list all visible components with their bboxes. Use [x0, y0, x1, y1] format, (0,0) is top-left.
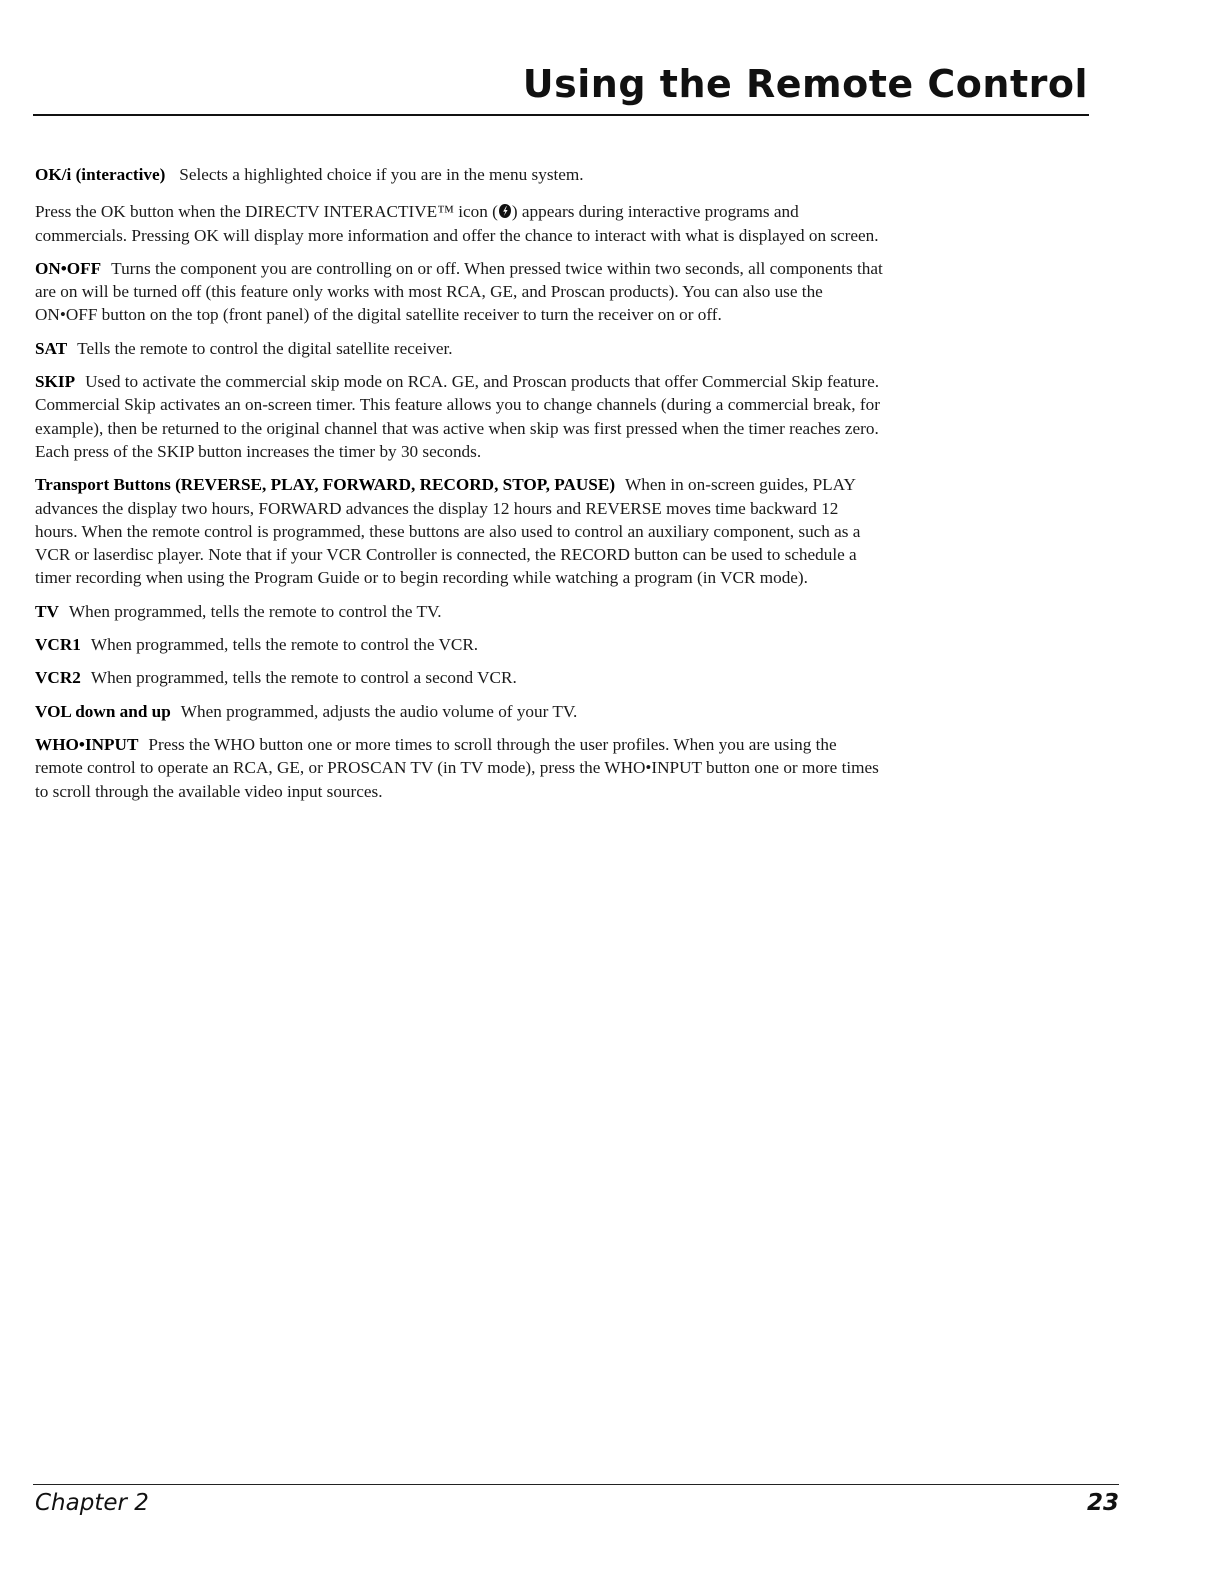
entry-sat — [35, 337, 885, 360]
entry-tv — [35, 600, 885, 623]
header-rule — [33, 114, 1089, 116]
entry-text: When programmed, tells the remote to control the VCR. — [90, 635, 479, 655]
entry-term: VCR1 — [35, 635, 81, 655]
entry-text: When programmed, tells the remote to control the TV. — [68, 601, 442, 621]
entry-term: SKIP — [35, 372, 76, 392]
ok-note — [35, 200, 885, 247]
entry-term: VOL down and up — [35, 701, 171, 721]
footer-rule — [33, 1484, 1119, 1485]
entry-term: OK/i (interactive) — [35, 165, 166, 184]
entry-on-off — [35, 257, 885, 327]
entry-term: SAT — [35, 338, 68, 358]
entry-text: Press the WHO button one or more times to scroll through the user profiles. When you are using the remote control to operate an RCA, GE, or PROSCAN TV (in TV mode), press the WHO•INPUT button one or more times to scroll through the available video input sources. — [35, 734, 879, 801]
entry-text: When in on-screen guides, PLAY advances the display two hours, FORWARD advances the display 12 hours and REVERSE moves time backward 12 hours. When the remote control is programmed, these buttons are also used to control an auxiliary component, such as a VCR or laserdisc player. Note that if your VCR Controller is connected, the RECORD button can be used to schedule a timer recording when using the Program Guide or to begin recording while watching a program (in VCR mode). — [35, 475, 861, 588]
entry-term: Transport Buttons (REVERSE, PLAY, FORWARD, RECORD, STOP, PAUSE) — [35, 475, 616, 495]
directv-interactive-icon — [498, 203, 512, 219]
page-content — [35, 163, 885, 813]
entry-ok-interactive — [35, 163, 885, 186]
entry-text: When programmed, tells the remote to control a second VCR. — [90, 668, 517, 688]
entry-vcr2 — [35, 666, 885, 689]
entry-term: TV — [35, 601, 59, 621]
entry-text: Used to activate the commercial skip mode on RCA. GE, and Proscan products that offer Commercial Skip feature. Commercial Skip activates an on-screen timer. This feature allows you to change channels (during a commercial break, for example), then be returned to the original channel that was active when skip was first pressed when the timer reaches zero. Each press of the SKIP button increases the timer by 30 seconds. — [35, 372, 880, 461]
entry-text: Tells the remote to control the digital satellite receiver. — [77, 338, 453, 358]
page-title: Using the Remote Control — [522, 62, 1088, 106]
entry-vol — [35, 700, 885, 723]
entry-term: ON•OFF — [35, 258, 102, 278]
chapter-label: Chapter 2 — [35, 1490, 149, 1516]
entry-vcr1 — [35, 633, 885, 656]
entry-text: Selects a highlighted choice if you are in the menu system. — [179, 165, 584, 184]
entry-who-input — [35, 733, 885, 803]
entry-skip — [35, 370, 885, 463]
page-number: 23 — [1086, 1490, 1119, 1516]
ok-note-text-after: ) appears during interactive programs and commercials. Pressing OK will display more information and offer the chance to interact with what is displayed on screen. — [35, 202, 879, 245]
entry-transport-buttons — [35, 473, 885, 589]
entry-term: WHO•INPUT — [35, 734, 139, 754]
entry-term: VCR2 — [35, 668, 81, 688]
entry-text: When programmed, adjusts the audio volume of your TV. — [180, 701, 578, 721]
ok-note-text-before: Press the OK button when the DIRECTV INTERACTIVE™ icon ( — [35, 202, 498, 222]
entry-text: Turns the component you are controlling on or off. When pressed twice within two seconds, all components that are on will be turned off (this feature only works with most RCA, GE, and Proscan products). You can also use the ON•OFF button on the top (front panel) of the digital satellite receiver to turn the receiver on or off. — [35, 258, 883, 325]
